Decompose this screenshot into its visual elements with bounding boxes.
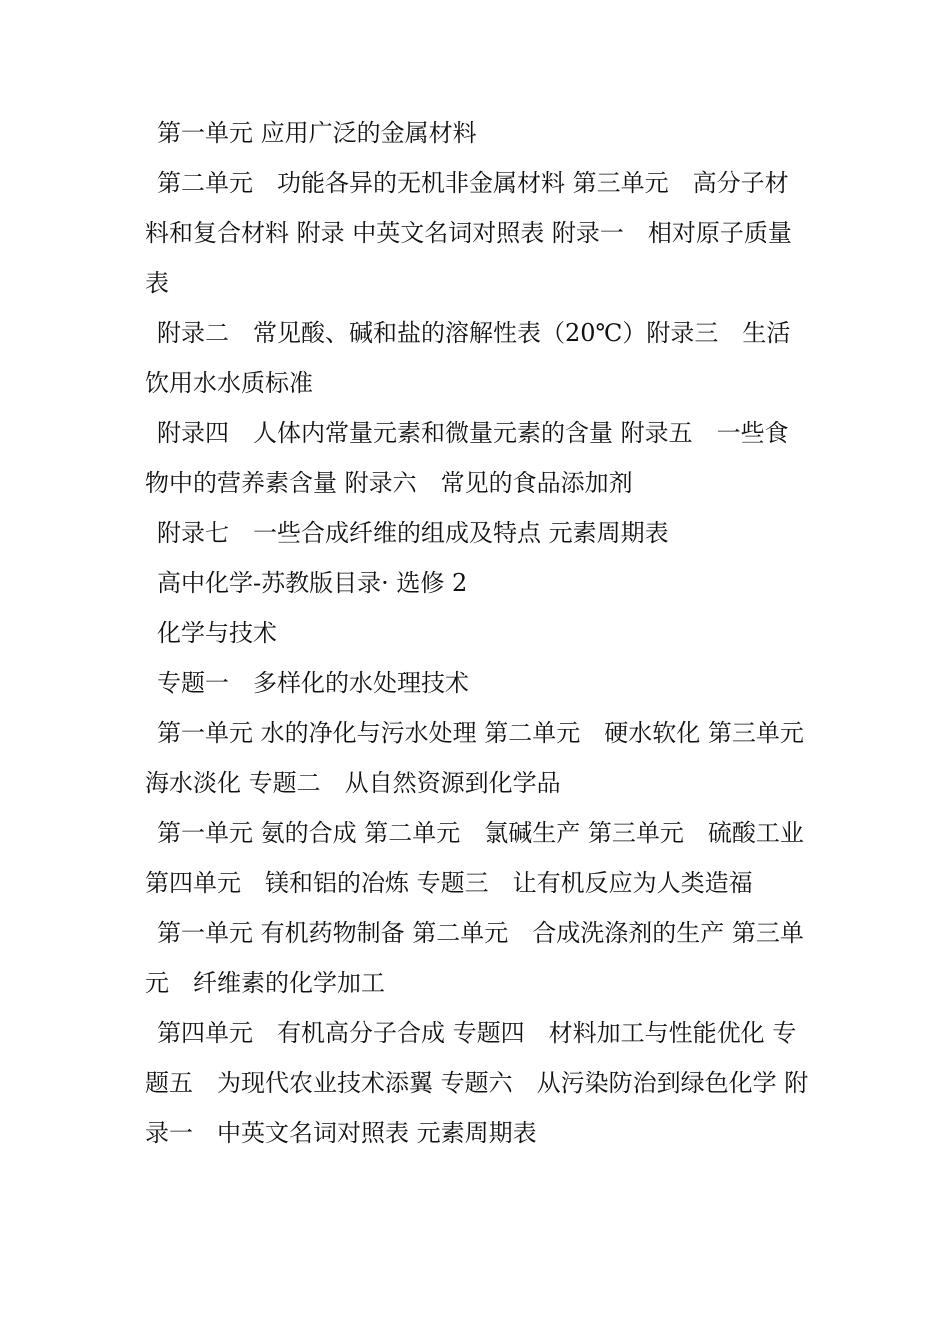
document-body (145, 108, 828, 1158)
topic-heading: 专题一 多样化的水处理技术 (157, 669, 469, 697)
paragraph-4: 附录四 人体内常量元素和微量元素的含量 附录五 一些食物中的营养素含量 附录六 常见的食品添加剂 (145, 419, 789, 497)
paragraph-1: 第一单元 应用广泛的金属材料 (157, 119, 477, 147)
paragraph-2: 第二单元 功能各异的无机非金属材料 第三单元 高分子材料和复合材料 附录 中英文名词对照表 附录一 相对原子质量表 (145, 169, 792, 297)
paragraph-3: 附录二 常见酸、碱和盐的溶解性表（20℃）附录三 生活饮用水水质标准 (145, 319, 791, 397)
section-heading: 高中化学-苏教版目录· 选修 2 (157, 569, 468, 597)
paragraph-11: 第一单元 有机药物制备 第二单元 合成洗涤剂的生产 第三单元 纤维素的化学加工 (145, 919, 804, 997)
paragraph-5: 附录七 一些合成纤维的组成及特点 元素周期表 (157, 519, 669, 547)
paragraph-12: 第四单元 有机高分子合成 专题四 材料加工与性能优化 专题五 为现代农业技术添翼 专题六 从污染防治到绿色化学 附录一 中英文名词对照表 元素周期表 (145, 1019, 809, 1147)
section-subtitle: 化学与技术 (157, 619, 277, 647)
paragraph-10: 第一单元 氨的合成 第二单元 氯碱生产 第三单元 硫酸工业 第四单元 镁和铝的冶炼 专题三 让有机反应为人类造福 (145, 819, 804, 897)
paragraph-9: 第一单元 水的净化与污水处理 第二单元 硬水软化 第三单元 海水淡化 专题二 从自然资源到化学品 (145, 719, 828, 797)
